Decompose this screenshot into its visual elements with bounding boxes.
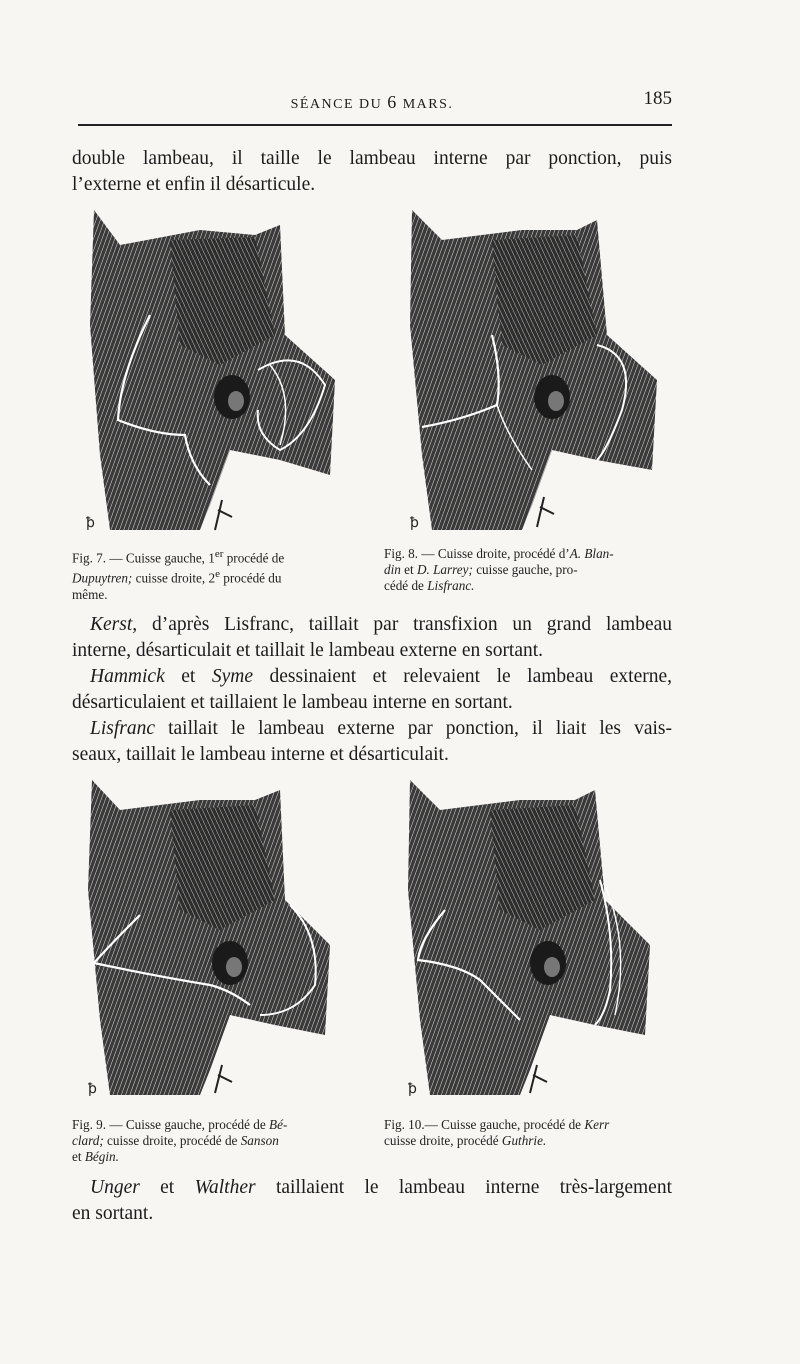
text-line: seaux, taillait le lambeau interne et désarticulait. xyxy=(72,744,449,765)
text-line: double lambeau, il taille le lambeau interne par ponction, puis xyxy=(72,148,672,169)
figure-9-illustration xyxy=(80,775,350,1105)
text-line: l’externe et enfin il désarticule. xyxy=(72,174,316,195)
figure-7-engraving xyxy=(80,205,350,540)
text-line: Lisfranc taillait le lambeau externe par ponction, il liait les vais- xyxy=(90,718,672,739)
figure-8-engraving xyxy=(402,205,667,540)
text-line: Unger et Walther taillaient le lambeau interne très-largement xyxy=(90,1177,672,1198)
text-line: Kerst, d’après Lisfranc, taillait par transfixion un grand lambeau xyxy=(90,614,672,635)
header-rule xyxy=(78,124,672,126)
figure-7-caption: Fig. 7. — Cuisse gauche, 1er procédé de Dupuytren; cuisse droite, 2e procédé du même. xyxy=(72,548,285,602)
figure-10-caption: Fig. 10.— Cuisse gauche, procédé de Kerr cuisse droite, procédé Guthrie. xyxy=(384,1117,610,1148)
figure-10-illustration xyxy=(400,775,665,1105)
figure-9-engraving xyxy=(80,775,350,1105)
svg-text:ꝥ: ꝥ xyxy=(88,1081,97,1097)
figure-10-engraving xyxy=(400,775,665,1105)
running-header xyxy=(72,88,672,112)
text-line: Hammick et Syme dessinaient et relevaient le lambeau externe, xyxy=(90,666,672,687)
text-line: interne, désarticulait et taillait le lambeau externe en sortant. xyxy=(72,640,544,661)
closing-paragraph xyxy=(72,1175,672,1227)
svg-text:ꝥ: ꝥ xyxy=(86,515,95,531)
figure-9-caption: Fig. 9. — Cuisse gauche, procédé de Bé- clard; cuisse droite, procédé de Sanson et Bégin. xyxy=(72,1117,288,1164)
intro-paragraph xyxy=(72,146,672,198)
running-title: SÉANCE DU 6 MARS. xyxy=(290,92,454,112)
svg-text:ꝥ: ꝥ xyxy=(410,515,419,531)
page-number: 185 xyxy=(643,88,672,109)
figure-8-caption: Fig. 8. — Cuisse droite, procédé d’A. Blan- din et D. Larrey; cuisse gauche, pro- cédé de Lisfranc. xyxy=(384,546,614,593)
text-line: en sortant. xyxy=(72,1203,154,1224)
figure-8-illustration xyxy=(402,205,667,540)
figure-7-illustration xyxy=(80,205,350,540)
svg-text:ꝥ: ꝥ xyxy=(408,1081,417,1097)
body-paragraphs xyxy=(72,612,672,768)
text-line: désarticulaient et taillaient le lambeau interne en sortant. xyxy=(72,692,513,713)
